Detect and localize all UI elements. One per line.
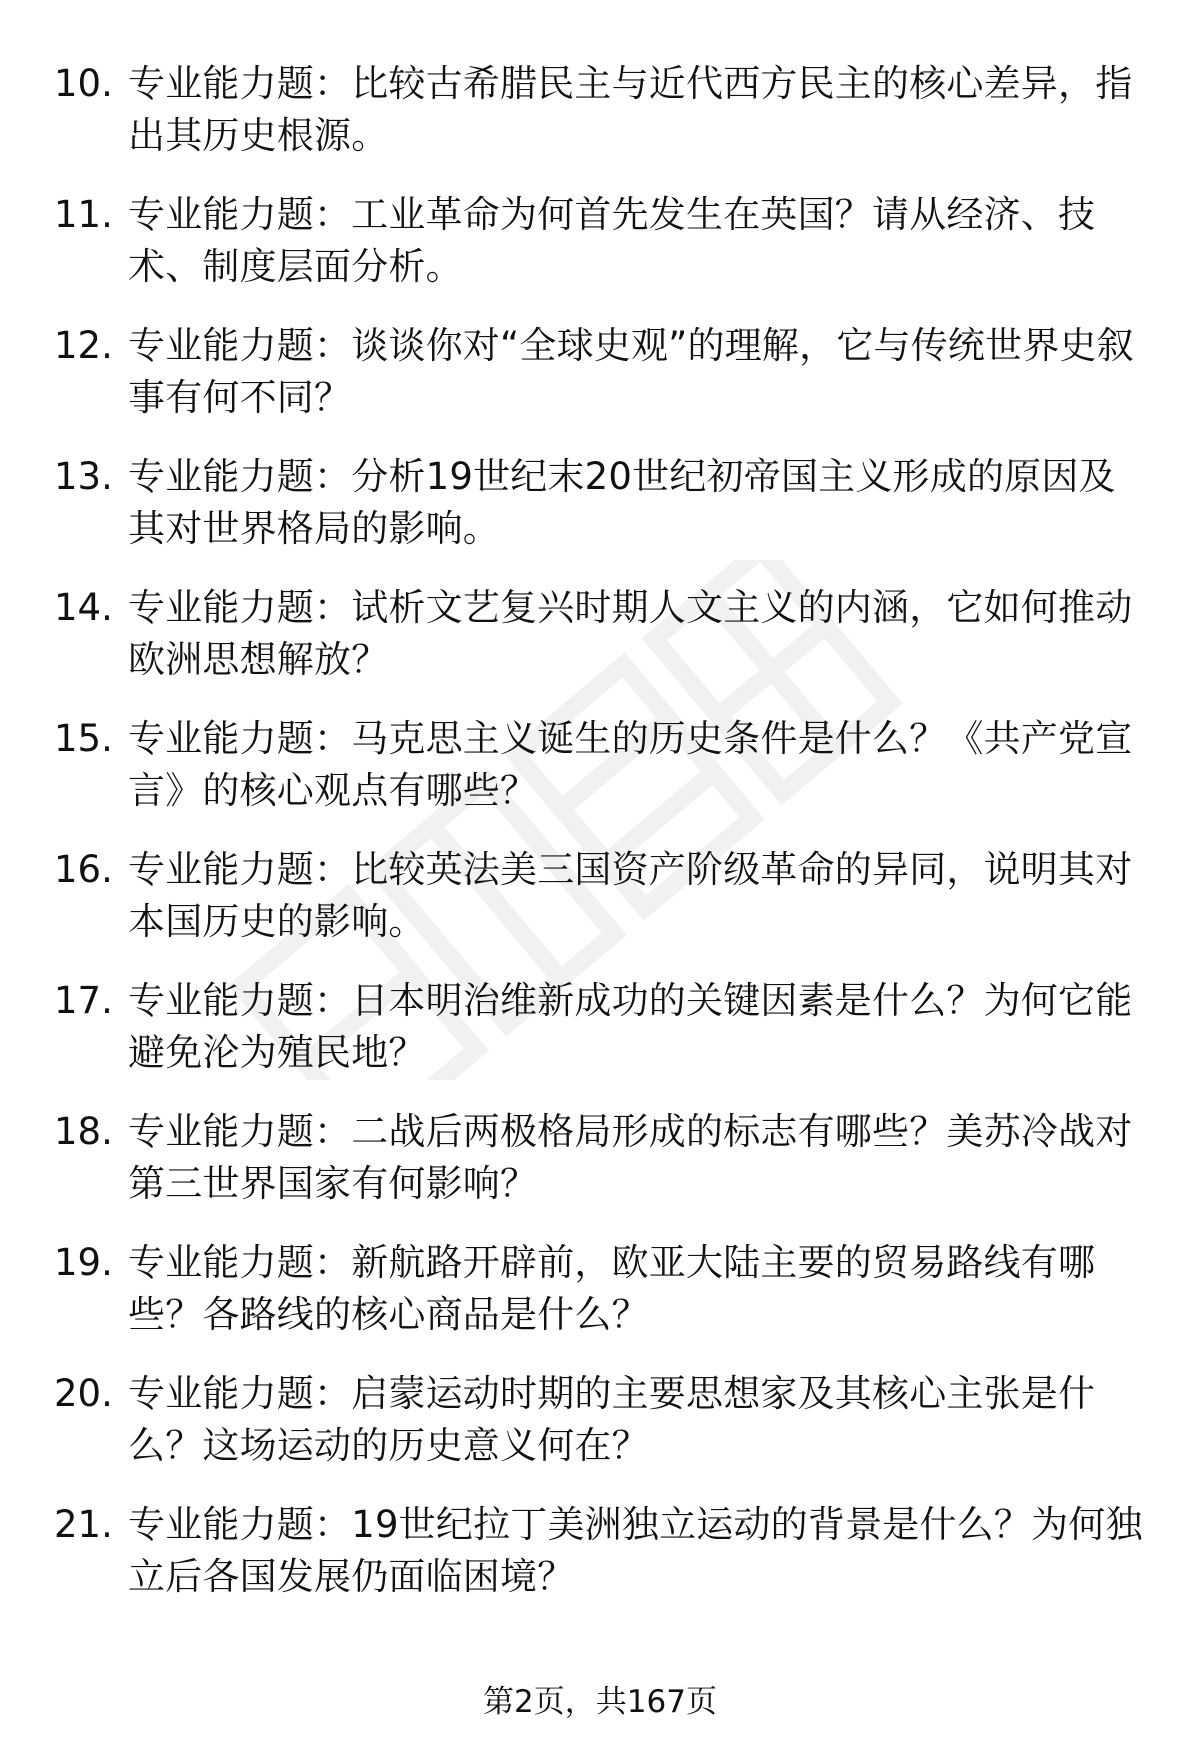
question-text: 专业能力题：新航路开辟前，欧亚大陆主要的贸易路线有哪些？各路线的核心商品是什么？	[128, 1241, 1096, 1336]
page-number-label: 第2页，共167页	[483, 1684, 717, 1720]
question-number: 18.	[54, 1110, 113, 1153]
question-number: 19.	[54, 1241, 113, 1284]
question-text: 专业能力题：比较古希腊民主与近代西方民主的核心差异，指出其历史根源。	[128, 62, 1133, 157]
list-item	[0, 320, 1200, 451]
question-number: 14.	[54, 586, 113, 629]
question-text: 专业能力题：比较英法美三国资产阶级革命的异同，说明其对本国历史的影响。	[128, 848, 1133, 943]
list-item	[0, 1106, 1200, 1237]
question-text: 专业能力题：启蒙运动时期的主要思想家及其核心主张是什么？这场运动的历史意义何在？	[128, 1372, 1096, 1467]
question-number: 12.	[54, 324, 113, 367]
list-item	[0, 1237, 1200, 1368]
question-number: 13.	[54, 455, 113, 498]
question-text: 专业能力题：分析19世纪末20世纪初帝国主义形成的原因及其对世界格局的影响。	[128, 455, 1116, 550]
question-text: 专业能力题：试析文艺复兴时期人文主义的内涵，它如何推动欧洲思想解放？	[128, 586, 1133, 681]
question-text: 专业能力题：工业革命为何首先发生在英国？请从经济、技术、制度层面分析。	[128, 193, 1096, 288]
question-text: 专业能力题：日本明治维新成功的关键因素是什么？为何它能避免沦为殖民地？	[128, 979, 1133, 1074]
question-list	[0, 58, 1200, 1630]
list-item	[0, 1499, 1200, 1630]
question-number: 16.	[54, 848, 113, 891]
list-item	[0, 582, 1200, 713]
question-text: 专业能力题：二战后两极格局形成的标志有哪些？美苏冷战对第三世界国家有何影响？	[128, 1110, 1133, 1205]
list-item	[0, 844, 1200, 975]
list-item	[0, 1368, 1200, 1499]
list-item	[0, 975, 1200, 1106]
question-text: 专业能力题：谈谈你对“全球史观”的理解，它与传统世界史叙事有何不同？	[128, 324, 1134, 419]
list-item	[0, 58, 1200, 189]
question-number: 15.	[54, 717, 113, 760]
question-text: 专业能力题：19世纪拉丁美洲独立运动的背景是什么？为何独立后各国发展仍面临困境？	[128, 1503, 1143, 1598]
question-text: 专业能力题：马克思主义诞生的历史条件是什么？《共产党宣言》的核心观点有哪些？	[128, 717, 1133, 812]
question-number: 20.	[54, 1372, 113, 1415]
list-item	[0, 451, 1200, 582]
question-number: 11.	[54, 193, 113, 236]
list-item	[0, 189, 1200, 320]
question-number: 21.	[54, 1503, 113, 1546]
question-number: 10.	[54, 62, 113, 105]
question-number: 17.	[54, 979, 113, 1022]
list-item	[0, 713, 1200, 844]
page-footer	[0, 1680, 1200, 1724]
